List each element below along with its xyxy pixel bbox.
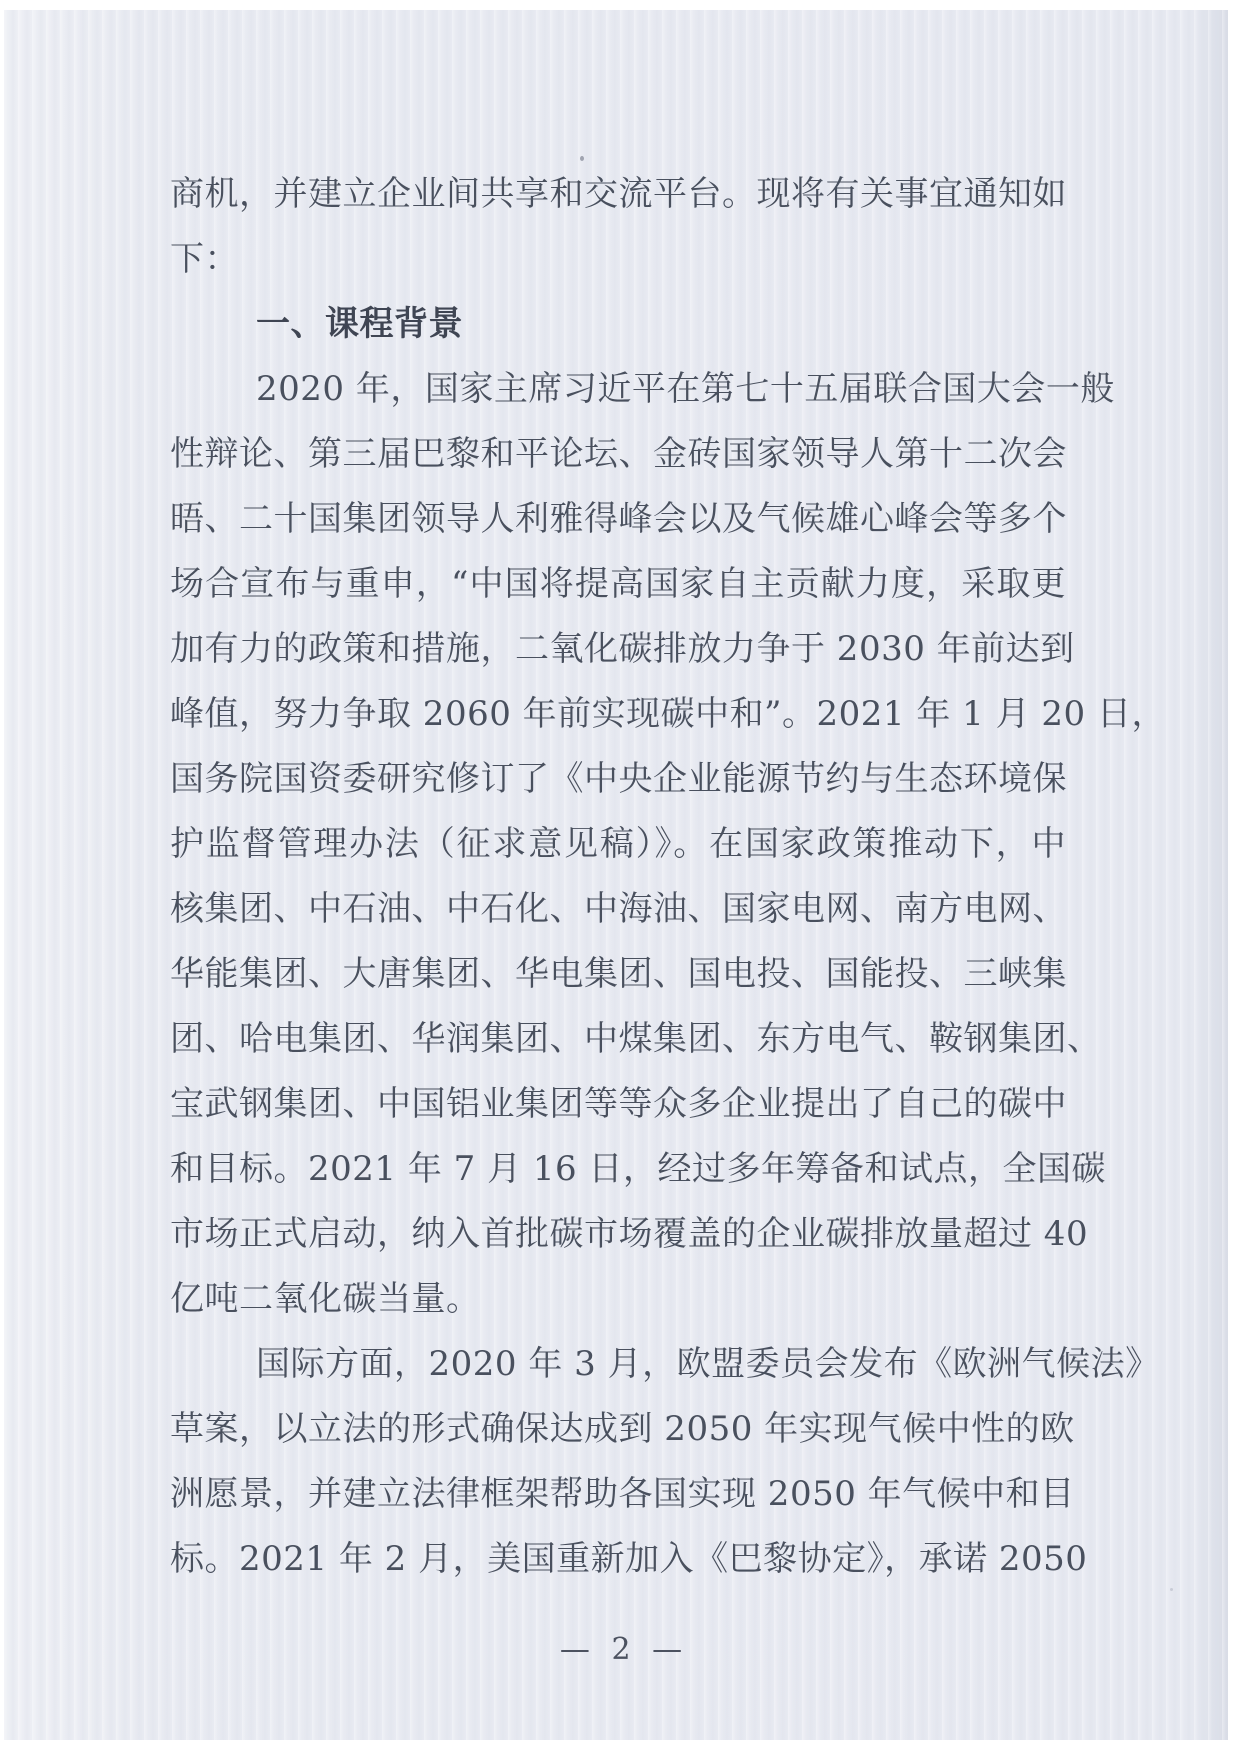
text-line: 场合宣布与重申，“中国将提高国家自主贡献力度，采取更: [170, 564, 1066, 604]
text-line: 标。2021 年 2 月，美国重新加入《巴黎协定》，承诺 2050: [170, 1539, 1088, 1579]
text-line: 2020 年，国家主席习近平在第七十五届联合国大会一般: [256, 369, 1115, 409]
text-line: 加有力的政策和措施，二氧化碳排放力争于 2030 年前达到: [170, 629, 1075, 669]
text-line: 核集团、中石油、中石化、中海油、国家电网、南方电网、: [170, 889, 1067, 929]
text-line: 洲愿景，并建立法律框架帮助各国实现 2050 年气候中和目: [170, 1474, 1075, 1514]
text-line: 国际方面，2020 年 3 月，欧盟委员会发布《欧洲气候法》: [256, 1344, 1160, 1384]
text-line: 国务院国资委研究修订了《中央企业能源节约与生态环境保: [170, 759, 1067, 799]
text-line: 晤、二十国集团领导人利雅得峰会以及气候雄心峰会等多个: [170, 499, 1067, 539]
text-line: 宝武钢集团、中国铝业集团等等众多企业提出了自己的碳中: [170, 1084, 1067, 1124]
page-number: — 2 —: [559, 1632, 689, 1667]
text-line: 护监督管理办法（征求意见稿）》。在国家政策推动下，中: [170, 824, 1066, 864]
text-line: 草案，以立法的形式确保达成到 2050 年实现气候中性的欧: [170, 1409, 1075, 1449]
text-line: 亿吨二氧化碳当量。: [170, 1279, 481, 1319]
text-line: 性辩论、第三届巴黎和平论坛、金砖国家领导人第十二次会: [170, 434, 1067, 474]
document-page: [4, 10, 1228, 1740]
text-line: 团、哈电集团、华润集团、中煤集团、东方电气、鞍钢集团、: [170, 1019, 1102, 1059]
text-line: 峰值，努力争取 2060 年前实现碳中和”。2021 年 1 月 20 日，: [170, 694, 1166, 734]
text-line: 华能集团、大唐集团、华电集团、国电投、国能投、三峡集: [170, 954, 1067, 994]
text-line: 市场正式启动，纳入首批碳市场覆盖的企业碳排放量超过 40: [170, 1214, 1089, 1254]
text-line: 和目标。2021 年 7 月 16 日，经过多年筹备和试点，全国碳: [170, 1149, 1106, 1189]
section-heading: 一、课程背景: [256, 304, 463, 344]
document-body: [170, 162, 1166, 1592]
scan-speck: [580, 156, 584, 161]
text-line: 下：: [170, 239, 239, 279]
scan-speck: [1170, 1588, 1173, 1591]
text-line: 商机，并建立企业间共享和交流平台。现将有关事宜通知如: [170, 174, 1067, 214]
